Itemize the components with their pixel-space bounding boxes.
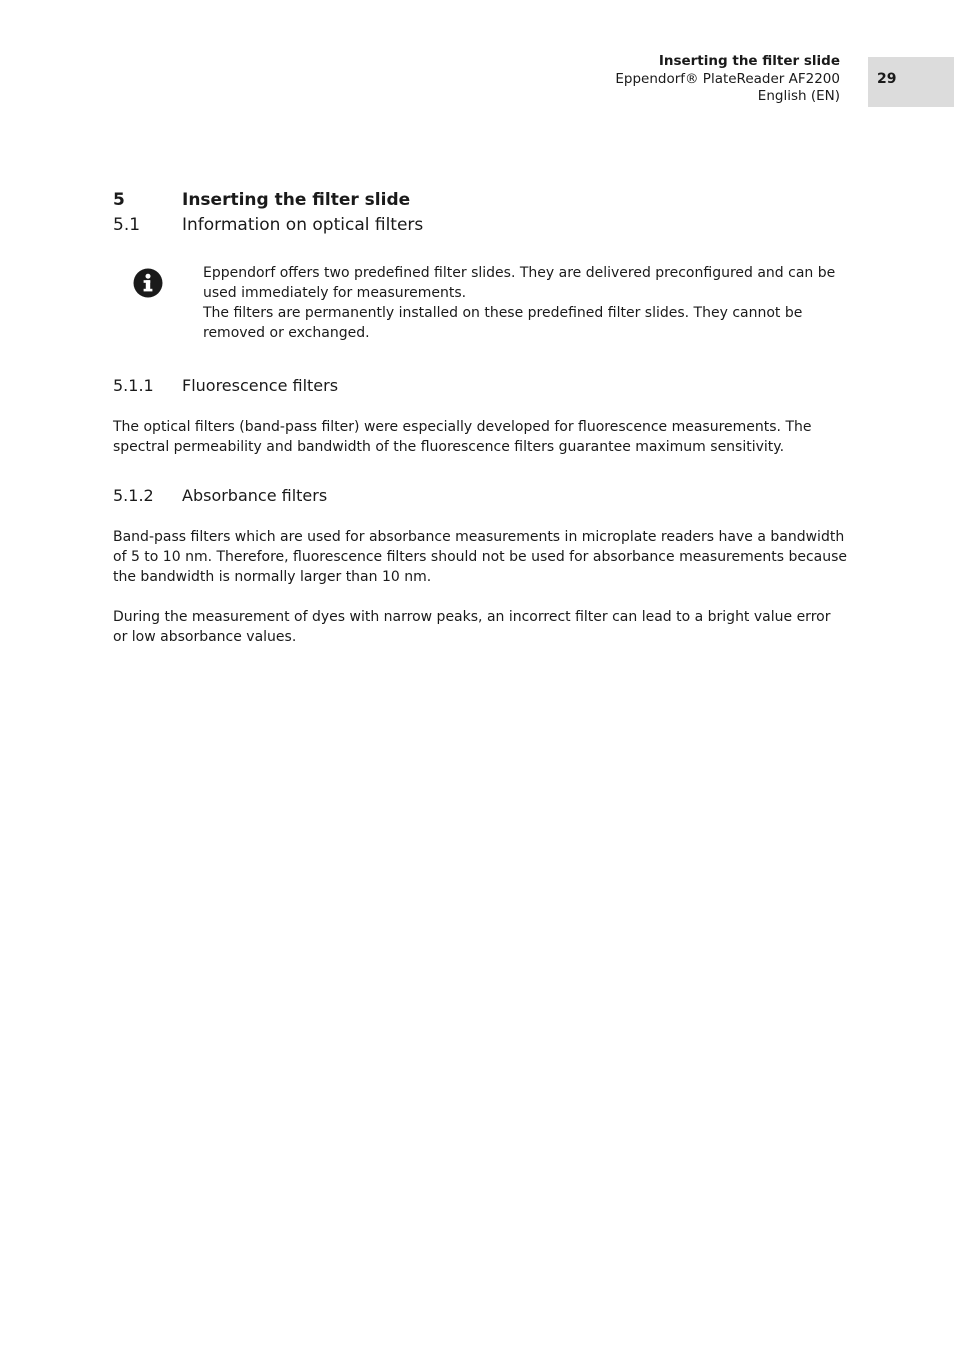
fluorescence-heading [113, 376, 338, 395]
fluorescence-number: 5.1.1 [113, 376, 154, 395]
absorbance-title: Absorbance filters [182, 486, 328, 505]
absorbance-paragraph-2: During the measurement of dyes with narrow peaks, an incorrect filter can lead to a bright value error or low absorbance values. [113, 609, 831, 645]
section-number: 5 [113, 190, 125, 210]
absorbance-heading [113, 486, 327, 505]
fluorescence-paragraph: The optical filters (band-pass filter) were especially developed for fluorescence measurements. The spectral permeability and bandwidth of the fluorescence filters guarantee maximum sensitivity. [113, 419, 812, 455]
fluorescence-title: Fluorescence filters [182, 376, 339, 395]
info-icon [133, 268, 163, 298]
absorbance-number: 5.1.2 [113, 486, 154, 505]
header-chapter-title: Inserting the filter slide [658, 53, 840, 69]
section-heading [113, 190, 410, 210]
absorbance-paragraph-1: Band-pass filters which are used for absorbance measurements in microplate readers have a bandwidth of 5 to 10 nm. Therefore, fluorescence filters should not be used for absorbance measurements because the bandwidth is normally larger than 10 nm. [113, 529, 848, 585]
page-header [615, 53, 840, 106]
subsection-heading [113, 215, 423, 235]
page-number-tab [868, 57, 954, 107]
info-note-line-1: Eppendorf offers two predefined filter slides. They are delivered preconfigured and can be used immediately for measurements. [203, 265, 836, 301]
info-note-line-2: The filters are permanently installed on these predefined filter slides. They cannot be removed or exchanged. [203, 305, 803, 341]
section-title: Inserting the filter slide [182, 190, 411, 210]
info-note [203, 263, 848, 343]
subsection-number: 5.1 [113, 215, 141, 235]
header-product: Eppendorf® PlateReader AF2200 [615, 70, 840, 87]
header-language: English (EN) [757, 88, 840, 104]
page-number: 29 [877, 71, 897, 87]
subsection-title: Information on optical filters [182, 215, 424, 235]
